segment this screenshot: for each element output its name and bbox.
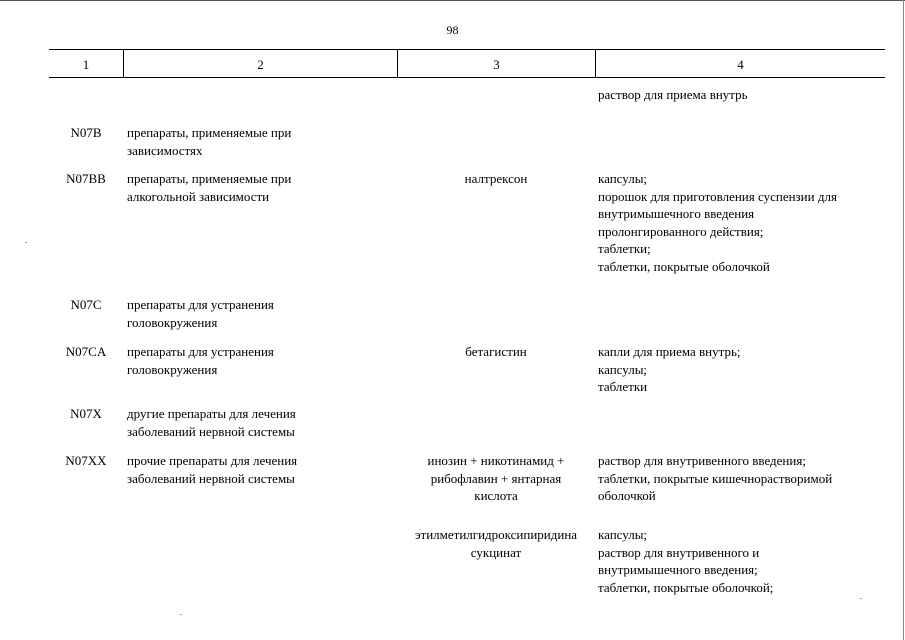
row-2-dosage-forms: капсулы; порошок для приготовления суспензии для внутримышечного введения пролонгированного действия; таблетки; таблетки, покрытые оболочкой	[598, 171, 837, 274]
table-header-bottom-border	[49, 77, 885, 78]
row-7-drug-name: этилметилгидроксипиридина сукцинат	[414, 527, 578, 560]
row-0-dosage-forms: раствор для приема внутрь	[598, 87, 748, 102]
row-2-group-name: препараты, применяемые при алкогольной зависимости	[127, 171, 292, 204]
page-frame-top	[0, 0, 905, 1]
row-3-group-name: препараты для устранения головокружения	[127, 297, 274, 330]
row-4-drug-name: бетагистин	[465, 344, 527, 359]
page-number: 98	[446, 23, 459, 37]
row-4-dosage-forms: капли для приема внутрь; капсулы; таблетки	[598, 344, 741, 394]
row-2-drug-name: налтрексон	[464, 171, 528, 186]
row-6-atc-code: N07XX	[65, 453, 107, 468]
row-5-atc-code: N07X	[70, 406, 102, 421]
row-6-drug-name: инозин + никотинамид + рибофлавин + янтарная кислота	[427, 453, 565, 503]
table-header-top-border	[49, 49, 885, 50]
column-header-4: 4	[737, 57, 744, 72]
row-1-atc-code: N07B	[70, 125, 102, 140]
row-1-group-name: препараты, применяемые при зависимостях	[127, 125, 292, 158]
scan-speck	[860, 598, 862, 599]
row-2-atc-code: N07BB	[66, 171, 106, 186]
scan-speck	[25, 242, 27, 243]
row-4-group-name: препараты для устранения головокружения	[127, 344, 274, 377]
row-6-group-name: прочие препараты для лечения заболеваний нервной системы	[127, 453, 298, 486]
row-3-atc-code: N07C	[70, 297, 102, 312]
row-5-group-name: другие препараты для лечения заболеваний нервной системы	[127, 406, 296, 439]
row-4-atc-code: N07CA	[65, 344, 107, 359]
column-header-1: 1	[82, 57, 90, 72]
row-7-dosage-forms: капсулы; раствор для внутривенного и внутримышечного введения; таблетки, покрытые оболочкой;	[598, 527, 774, 595]
page-frame-right	[903, 0, 904, 640]
row-6-dosage-forms: раствор для внутривенного введения; таблетки, покрытые кишечнорастворимой оболочкой	[598, 453, 833, 503]
column-header-3: 3	[493, 57, 500, 72]
scan-speck	[180, 614, 182, 615]
column-header-2: 2	[257, 57, 264, 72]
